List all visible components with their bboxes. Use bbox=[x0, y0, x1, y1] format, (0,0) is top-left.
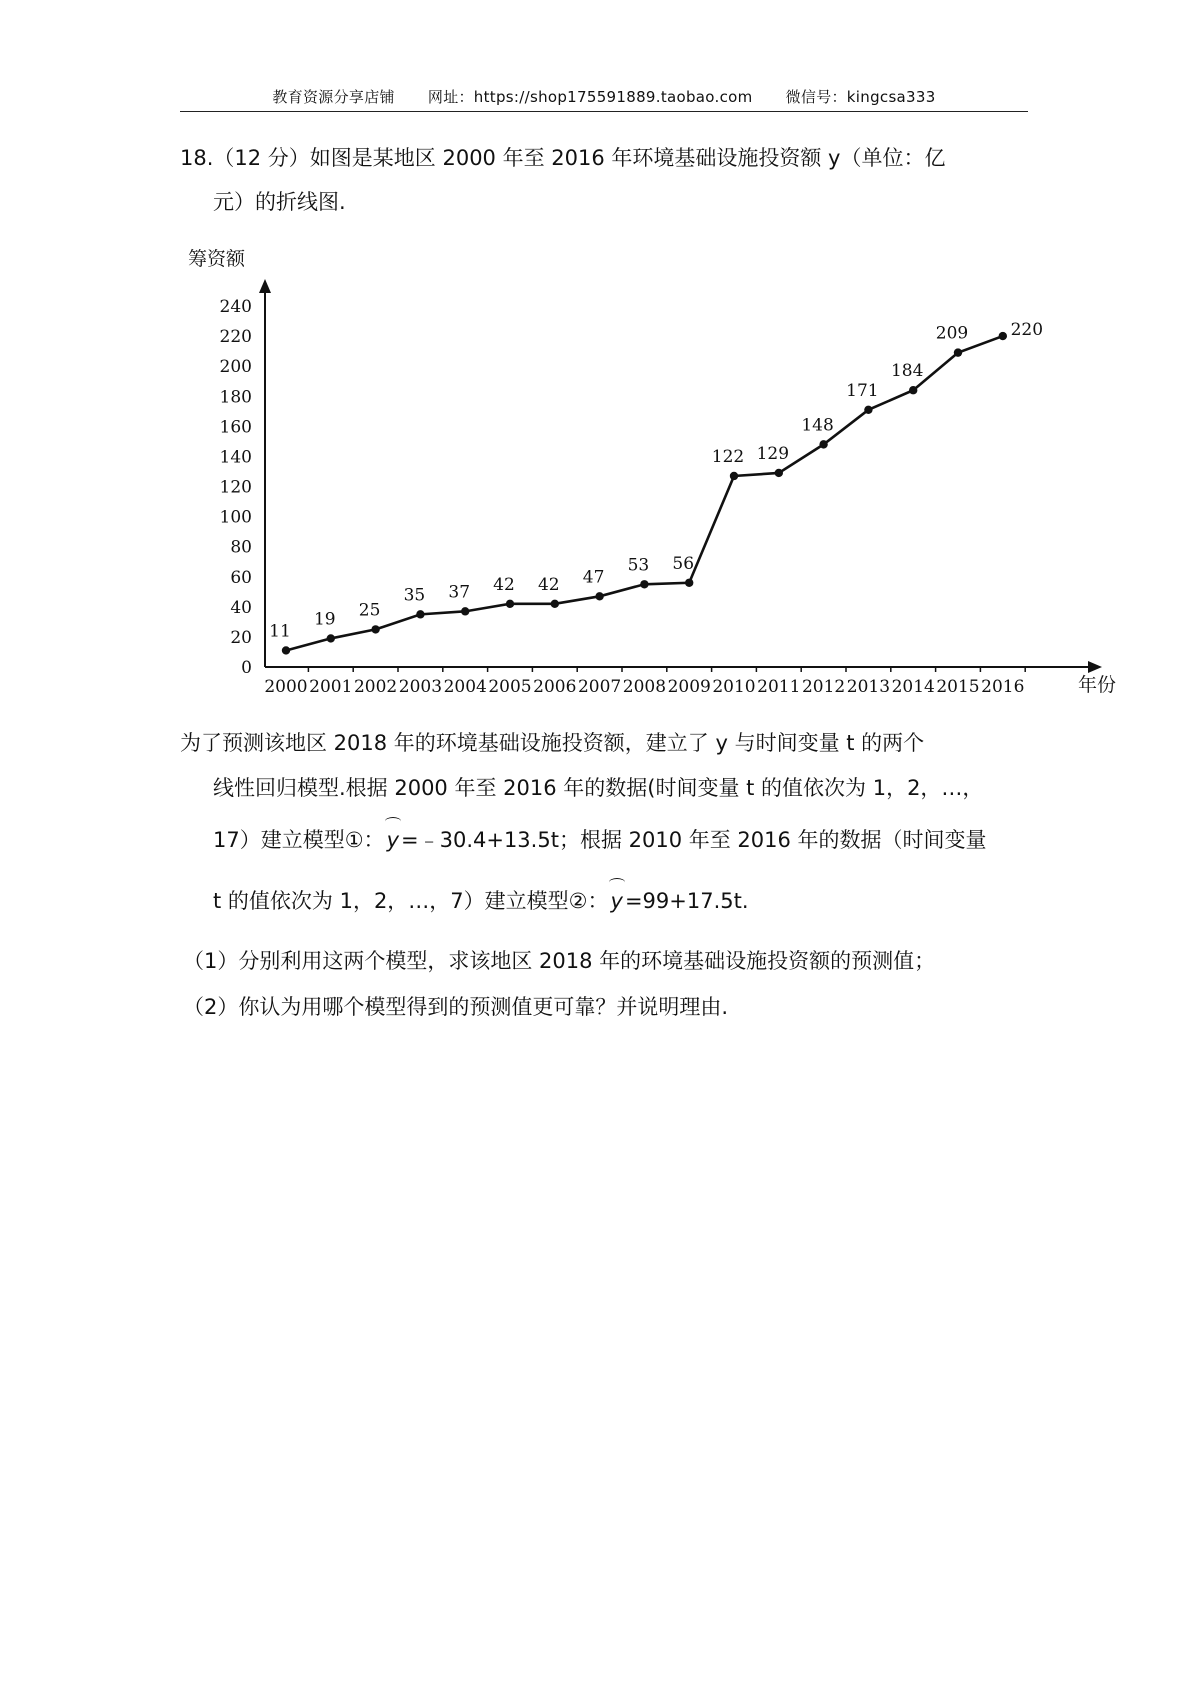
problem-line-2: 元）的折线图. bbox=[213, 190, 346, 214]
x-tick-label: 2001 bbox=[309, 677, 353, 697]
data-point bbox=[999, 332, 1007, 340]
data-label: 11 bbox=[269, 621, 291, 642]
x-tick-label: 2000 bbox=[264, 677, 308, 697]
model-1-equation: =﹣30.4+13.5t；根据 2010 年至 2016 年的数据（时间变量 bbox=[401, 828, 987, 852]
y-tick-label: 80 bbox=[230, 537, 252, 558]
shop-name: 教育资源分享店铺 bbox=[272, 88, 395, 106]
data-label: 184 bbox=[890, 361, 924, 382]
x-tick-labels bbox=[264, 667, 1025, 697]
x-tick-label: 2011 bbox=[757, 677, 801, 697]
model-1-intro: 17）建立模型①： bbox=[213, 828, 385, 852]
x-axis-label: 年份 bbox=[1078, 674, 1117, 696]
data-label: 56 bbox=[672, 553, 695, 574]
y-tick-label: 200 bbox=[219, 357, 252, 378]
y-hat-2: y bbox=[609, 886, 625, 916]
question-1: （1）分别利用这两个模型，求该地区 2018 年的环境基础设施投资额的预测值； bbox=[183, 949, 936, 973]
x-tick-label: 2005 bbox=[488, 677, 532, 697]
data-label: 171 bbox=[846, 380, 879, 401]
data-label: 129 bbox=[756, 443, 790, 464]
data-point bbox=[954, 348, 962, 356]
data-point bbox=[640, 580, 648, 588]
paragraph-line-4 bbox=[213, 886, 749, 916]
data-point bbox=[461, 607, 469, 615]
y-tick-label: 20 bbox=[230, 627, 252, 648]
model-2-intro: t 的值依次为 1，2，…，7）建立模型②： bbox=[213, 889, 609, 913]
x-tick-label: 2016 bbox=[981, 677, 1025, 697]
data-point bbox=[819, 440, 827, 448]
y-tick-label: 180 bbox=[219, 387, 252, 408]
paragraph-line-2: 线性回归模型.根据 2000 年至 2016 年的数据(时间变量 t 的值依次为 1，2，…， bbox=[213, 776, 984, 800]
data-label: 53 bbox=[627, 555, 650, 576]
x-tick-label: 2002 bbox=[353, 677, 398, 697]
series-line bbox=[286, 336, 1003, 650]
x-tick-label: 2008 bbox=[622, 677, 667, 697]
x-tick-label: 2004 bbox=[443, 677, 487, 697]
data-label: 220 bbox=[1010, 320, 1044, 341]
x-tick-label: 2006 bbox=[533, 677, 577, 697]
data-labels bbox=[269, 320, 1043, 641]
paragraph-line-3 bbox=[213, 825, 987, 855]
y-tick-label: 220 bbox=[219, 327, 252, 348]
y-axis-label: 筹资额 bbox=[188, 248, 246, 270]
y-tick-label: 120 bbox=[219, 477, 252, 498]
data-point bbox=[282, 646, 290, 654]
y-tick-labels bbox=[220, 297, 252, 678]
x-tick-label: 2013 bbox=[846, 677, 891, 697]
data-point bbox=[506, 600, 514, 608]
data-point bbox=[327, 634, 335, 642]
x-tick-label: 2015 bbox=[936, 677, 980, 697]
data-point bbox=[685, 579, 693, 587]
data-label: 148 bbox=[801, 415, 834, 436]
data-point bbox=[595, 592, 603, 600]
data-point bbox=[775, 469, 783, 477]
data-point bbox=[864, 406, 872, 414]
x-axis-arrow bbox=[1088, 661, 1102, 673]
data-point bbox=[909, 386, 917, 394]
data-point bbox=[551, 600, 559, 608]
data-label: 42 bbox=[493, 574, 515, 595]
paragraph-line-1: 为了预测该地区 2018 年的环境基础设施投资额，建立了 y 与时间变量 t 的两个 bbox=[180, 731, 925, 755]
data-label: 47 bbox=[582, 567, 605, 588]
page-header bbox=[180, 86, 1028, 107]
x-tick-label: 2003 bbox=[398, 677, 443, 697]
shop-url: 网址：https://shop175591889.taobao.com bbox=[427, 88, 753, 106]
y-tick-label: 100 bbox=[219, 507, 252, 528]
y-tick-label: 160 bbox=[219, 417, 252, 438]
chart-axes bbox=[259, 279, 1102, 673]
data-point bbox=[371, 625, 379, 633]
data-label: 19 bbox=[313, 609, 336, 630]
data-label: 37 bbox=[448, 582, 471, 603]
y-tick-label: 60 bbox=[230, 567, 252, 588]
data-label: 25 bbox=[358, 600, 381, 621]
header-divider bbox=[180, 111, 1028, 112]
wechat-id: 微信号：kingcsa333 bbox=[785, 88, 936, 106]
y-hat-1: y bbox=[385, 825, 401, 855]
x-tick-label: 2009 bbox=[667, 677, 711, 697]
line-chart bbox=[178, 245, 1128, 710]
x-tick-label: 2010 bbox=[712, 677, 756, 697]
y-axis-arrow bbox=[259, 279, 271, 293]
y-tick-label: 0 bbox=[241, 658, 252, 678]
y-tick-label: 240 bbox=[219, 297, 252, 317]
y-tick-label: 40 bbox=[230, 597, 252, 618]
data-label: 209 bbox=[935, 323, 969, 344]
data-label: 122 bbox=[711, 446, 745, 467]
data-point bbox=[416, 610, 424, 618]
data-label: 42 bbox=[537, 574, 560, 595]
x-tick-label: 2014 bbox=[891, 677, 935, 697]
problem-line-1: 18.（12 分）如图是某地区 2000 年至 2016 年环境基础设施投资额 y（单位：亿 bbox=[180, 146, 946, 170]
data-point bbox=[730, 472, 738, 480]
x-tick-label: 2007 bbox=[577, 677, 622, 697]
x-tick-label: 2012 bbox=[801, 677, 846, 697]
question-2: （2）你认为用哪个模型得到的预测值更可靠？并说明理由. bbox=[183, 995, 729, 1019]
model-2-equation: =99+17.5t. bbox=[624, 889, 749, 913]
data-label: 35 bbox=[403, 585, 426, 606]
y-tick-label: 140 bbox=[219, 447, 252, 468]
